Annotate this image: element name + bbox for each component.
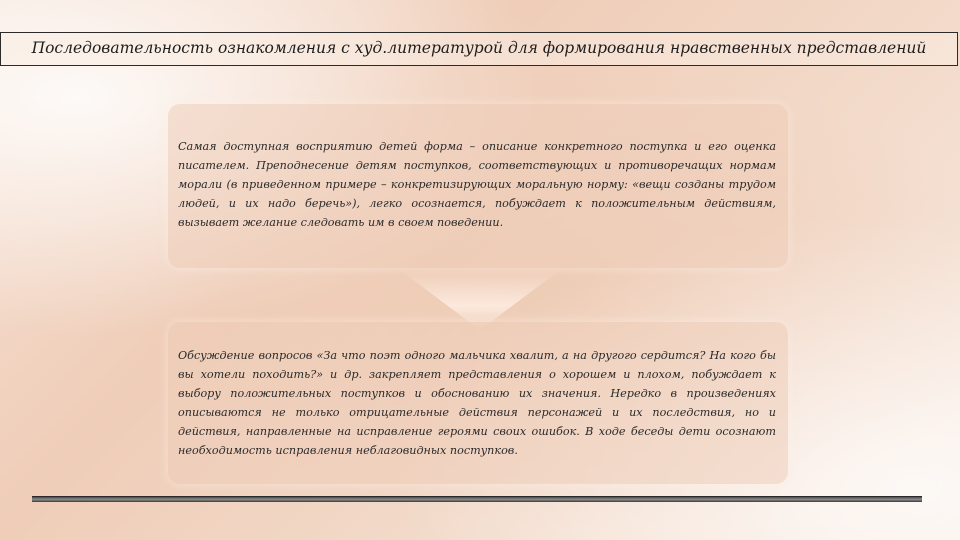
text-block-2 — [168, 322, 788, 484]
text-block-1-content: Самая доступная восприятию детей форма – описание конкретного поступка и его оценка писателем. Преподнесение детям поступков, соответствующих и противоречащих нормам морали (в приведенном примере – конкретизирующих моральную норму: «вещи созданы трудом людей, и их надо беречь»), легко осознается, побуждает к положительным действиям, вызывает желание следовать им в своем поведении. — [178, 140, 776, 229]
text-block-2-content: Обсуждение вопросов «За что поэт одного мальчика хвалит, а на другого сердится? На кого бы вы хотели походить?» и др. закрепляет представления о хорошем и плохом, побуждает к выбору положительных поступков и обоснованию их значения. Нередко в произведениях описываются не только отрицательные действия персонажей и их последствия, но и действия, направленные на исправление героями своих ошибок. В ходе беседы дети осознают необходимость исправления неблаговидных поступков. — [178, 349, 776, 457]
slide-title: Последовательность ознакомления с худ.литературой для формирования нравственных представлений — [31, 39, 927, 57]
text-block-1 — [168, 104, 788, 268]
decorative-fold — [400, 270, 560, 330]
title-bar — [0, 32, 958, 66]
bottom-divider — [32, 496, 922, 502]
